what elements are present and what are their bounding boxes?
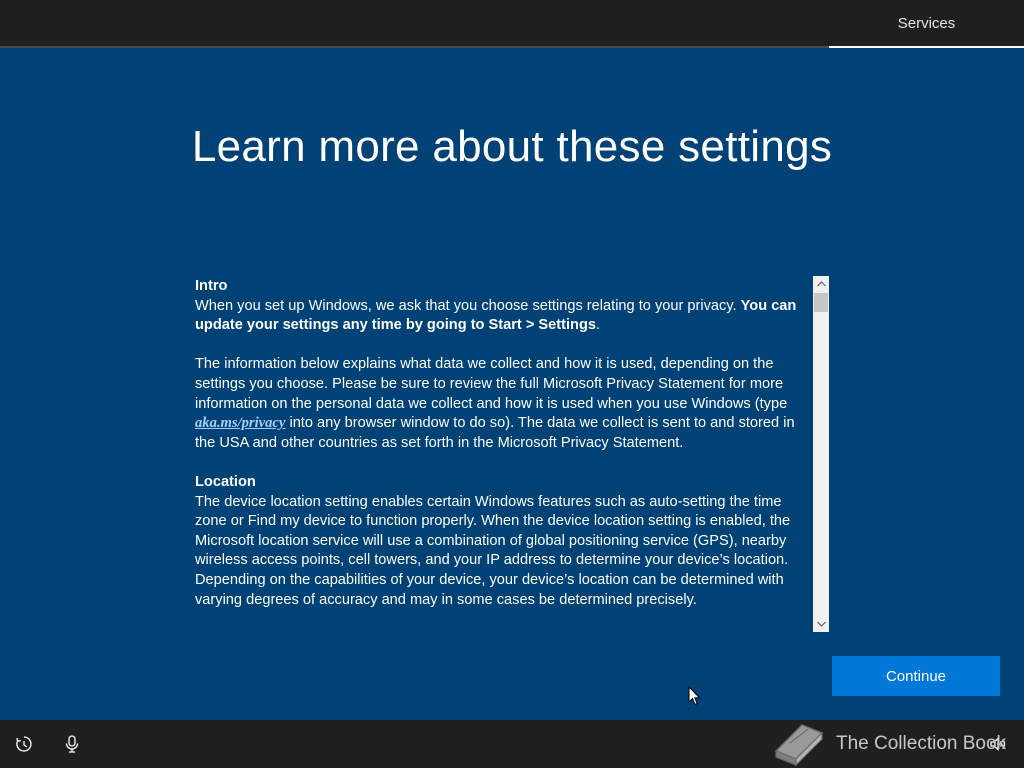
intro-heading: Intro — [195, 278, 228, 294]
mouse-cursor-icon — [688, 686, 702, 706]
intro-p1-bold: You can update your settings any time by going to Start > Settings — [195, 297, 797, 334]
book-icon — [772, 721, 826, 767]
location-heading: Location — [195, 473, 256, 490]
tab-services[interactable]: Services — [829, 0, 1024, 48]
scroll-down-icon[interactable] — [813, 616, 829, 632]
top-bar — [0, 0, 1024, 48]
watermark-text: The Collection Book — [836, 733, 1007, 754]
intro-p1-end: . — [595, 317, 601, 334]
intro-paragraph-2 — [195, 355, 801, 453]
microphone-icon[interactable] — [62, 734, 82, 754]
location-paragraph: The device location setting enables certain Windows features such as auto-setting the time zone or Find my device to function properly. When the device location setting is enabled, the Microsoft location service will use a combination of global positioning service (GPS), nearby wireless access points, cell towers, and your IP address to determine your device’s location. Depending on the capabilities of your device, your device’s location can be determined with varying degrees of accuracy and may in some cases be determined precisely. — [195, 493, 791, 608]
privacy-text-content — [195, 276, 801, 632]
watermark — [772, 720, 1006, 768]
scrollbar-thumb[interactable] — [814, 293, 828, 312]
privacy-link[interactable]: aka.ms/privacy — [195, 415, 286, 432]
scroll-up-icon[interactable] — [813, 276, 829, 292]
page-title: Learn more about these settings — [191, 122, 833, 171]
ease-of-access-icon[interactable] — [14, 734, 34, 754]
intro-paragraph-1 — [195, 297, 801, 336]
intro-p2-after-link: into any browser window to do so). The data we collect is sent to and stored in the USA and other countries as set forth in the Microsoft Privacy Statement. — [195, 415, 795, 451]
intro-p1-text: When you set up Windows, we ask that you choose settings relating to your privacy. — [195, 297, 737, 314]
vertical-scrollbar[interactable] — [813, 276, 829, 632]
continue-button[interactable]: Continue — [832, 656, 1000, 696]
intro-p2-before-link: The information below explains what data we collect and how it is used, depending on the settings you choose. Please be sure to review the full Microsoft Privacy Statement for more information on the personal data we collect and how it is used when you use Windows (type — [195, 356, 788, 412]
privacy-text-region[interactable] — [195, 276, 829, 632]
